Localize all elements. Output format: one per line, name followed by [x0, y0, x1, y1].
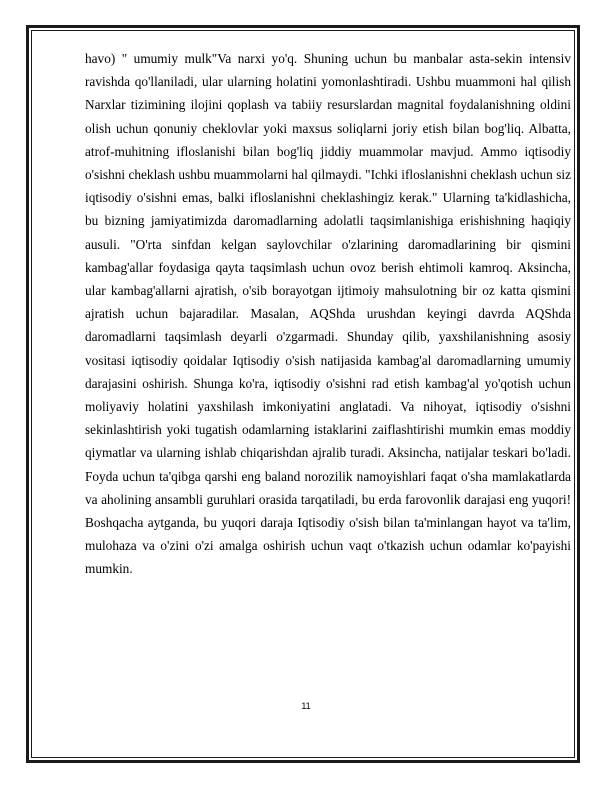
- body-paragraph: havo) " umumiy mulk"Va narxi yo'q. Shuning uchun bu manbalar asta-sekin intensiv ravishda qo'llaniladi, ular ularning holatini yomonlashtiradi. Ushbu muammoni hal qilish Narxlar tizimining ilojini qoplash va tabiiy resurslardan magnital foydalanishning oldini olish uchun qonuniy cheklovlar yoki maxsus soliqlarni joriy etish bilan bog'liq. Albatta, atrof-muhitning ifloslanishi bilan bog'liq jiddiy muammolar mavjud. Ammo iqtisodiy o'sishni cheklash ushbu muammolarni hal qilmaydi. "Ichki ifloslanishni cheklash uchun siz iqtisodiy o'sishni emas, balki ifloslanishni cheklashingiz kerak." Ularning ta'kidlashicha, bu bizning jamiyatimizda daromadlarning adolatli taqsimlanishiga erishishning haqiqiy ausuli. "O'rta sinfdan kelgan saylovchilar o'zlarining daromadlarining bir qismini kambag'allar foydasiga qayta taqsimlash uchun ovoz berish ehtimoli kamroq. Aksincha, ular kambag'allarni ajratish, o'sib borayotgan ijtimoiy mahsulotning bir oz katta qismini ajratish uchun bajaradilar. Masalan, AQShda urushdan keyingi davrda AQShda daromadlarni taqsimlash deyarli o'zgarmadi. Shunday qilib, yaxshilanishning asosiy vositasi iqtisodiy qoidalar Iqtisodiy o'sish natijasida kambag'al daromadlarning umumiy darajasini oshirish. Shunga ko'ra, iqtisodiy o'sishni rad etish kambag'al yo'qotish uchun moliyaviy holatini yaxshilash imkoniyatini anglatadi. Va nihoyat, iqtisodiy o'sishni sekinlashtirish yoki tugatish odamlarning istaklarini zaiflashtirishi mumkin emas moddiy qiymatlar va ularning ishlab chiqarishdan ajralib turadi. Aksincha, natijalar teskari bo'ladi. Foyda uchun ta'qibga qarshi eng baland norozilik namoyishlari faqat o'sha mamlakatlarda va aholining ansambli guruhlari orasida tarqatiladi, bu erda farovonlik darajasi eng yuqori! Boshqacha aytganda, bu yuqori daraja Iqtisodiy o'sish bilan ta'minlangan hayot va ta'lim, mulohaza va o'zini o'zi amalga oshirish uchun vaqt o'tkazish uchun odamlar ko'payishi mumkin.: [85, 51, 571, 577]
- page-number: 11: [301, 701, 311, 711]
